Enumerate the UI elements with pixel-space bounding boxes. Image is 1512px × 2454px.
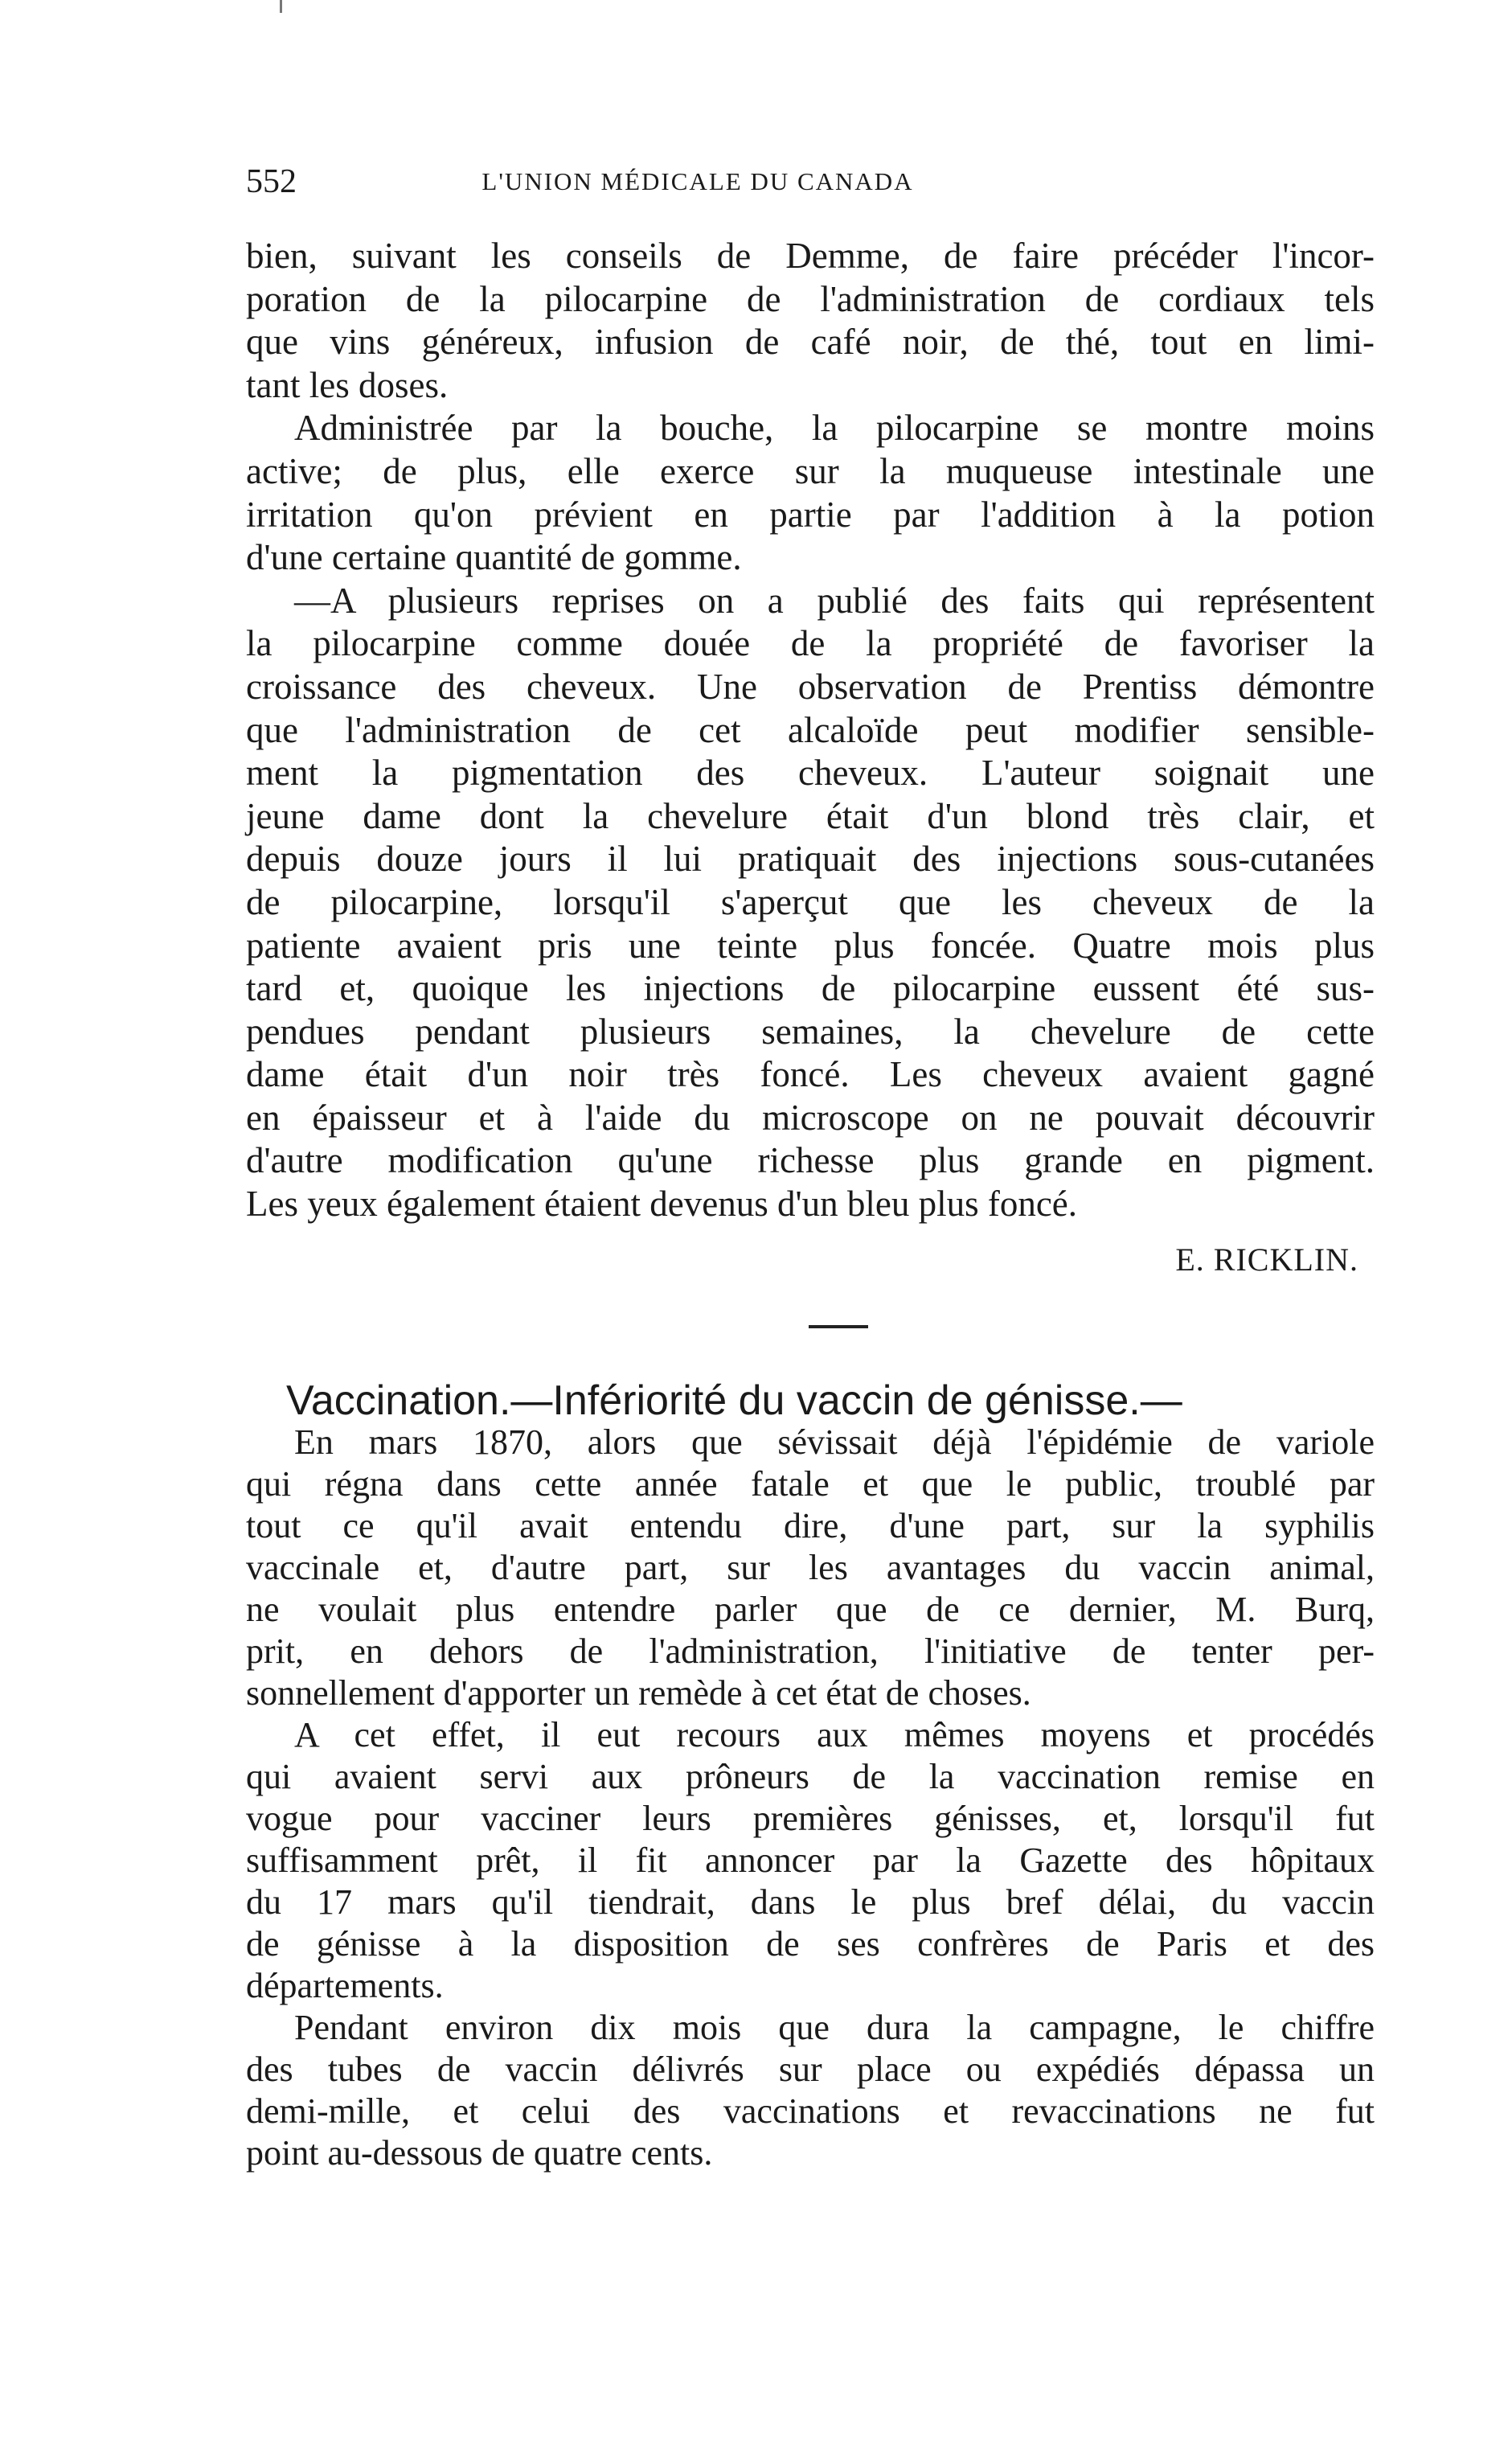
text-line: tant les doses. [246,364,449,405]
text-line: active; de plus, elle exerce sur la muqueuse intestinale une [246,450,1375,491]
article-pilocarpine [246,235,1375,1226]
text-line: que vins généreux, infusion de café noir, de thé, tout en limi- [246,322,1375,363]
text-line: tard et, quoique les injections de pilocarpine eussent été sus- [246,968,1375,1009]
text-line: du 17 mars qu'il tiendrait, dans le plus bref délai, du vaccin [246,1882,1375,1922]
text-line: pendues pendant plusieurs semaines, la chevelure de cette [246,1011,1375,1052]
text-line: —A plusieurs reprises on a publié des faits qui représentent [294,580,1375,621]
text-line: En mars 1870, alors que sévissait déjà l'épidémie de variole [294,1422,1375,1462]
text-line: irritation qu'on prévient en partie par l'addition à la potion [246,494,1375,535]
section-divider [809,1325,868,1328]
text-line: d'une certaine quantité de gomme. [246,537,742,578]
page-header [246,158,1149,206]
article-vaccination [246,1422,1375,2174]
page-number: 552 [246,163,297,200]
section-heading: Vaccination.—Infériorité du vaccin de génisse.— [286,1377,1182,1424]
text-line: ment la pigmentation des cheveux. L'auteur soignait une [246,753,1375,794]
text-line: croissance des cheveux. Une observation de Prentiss démontre [246,666,1375,707]
text-line: tout ce qu'il avait entendu dire, d'une part, sur la syphilis [246,1506,1375,1545]
text-line: poration de la pilocarpine de l'administration de cordiaux tels [246,278,1375,319]
text-line: jeune dame dont la chevelure était d'un blond très clair, et [246,795,1375,836]
text-line: de pilocarpine, lorsqu'il s'aperçut que les cheveux de la [246,881,1375,922]
text-line: de génisse à la disposition de ses confrères de Paris et des [246,1924,1375,1964]
text-line: sonnellement d'apporter un remède à cet état de choses. [246,1673,1031,1713]
text-line: ne voulait plus entendre parler que de ce dernier, M. Burq, [246,1590,1375,1629]
text-line: départements. [246,1966,444,2005]
running-title: L'UNION MÉDICALE DU CANADA [481,167,914,195]
text-line: dame était d'un noir très foncé. Les cheveux avaient gagné [246,1054,1375,1095]
text-line: vogue pour vacciner leurs premières génisses, et, lorsqu'il fut [246,1799,1375,1838]
text-line: Pendant environ dix mois que dura la campagne, le chiffre [294,2008,1375,2047]
text-line: demi-mille, et celui des vaccinations et revaccinations ne fut [246,2091,1375,2131]
text-line: patiente avaient pris une teinte plus foncée. Quatre mois plus [246,925,1375,966]
text-line: point au-dessous de quatre cents. [246,2133,713,2173]
text-line: des tubes de vaccin délivrés sur place ou expédiés dépassa un [246,2050,1375,2089]
author-signature: E. RICKLIN. [1175,1241,1358,1278]
text-line: A cet effet, il eut recours aux mêmes moyens et procédés [294,1715,1375,1754]
text-line: d'autre modification qu'une richesse plus grande en pigment. [246,1140,1375,1181]
text-line: qui régna dans cette année fatale et que le public, troublé par [246,1464,1375,1504]
text-line: vaccinale et, d'autre part, sur les avantages du vaccin animal, [246,1548,1375,1587]
text-line: bien, suivant les conseils de Demme, de faire précéder l'incor- [246,236,1375,276]
text-line: depuis douze jours il lui pratiquait des injections sous-cutanées [246,839,1375,880]
text-line: que l'administration de cet alcaloïde peut modifier sensible- [246,709,1375,750]
text-line: Les yeux également étaient devenus d'un bleu plus foncé. [246,1184,1078,1225]
text-line: prit, en dehors de l'administration, l'initiative de tenter per- [246,1631,1375,1671]
scan-mark [280,0,282,13]
text-line: suffisamment prêt, il fit annoncer par la Gazette des hôpitaux [246,1840,1375,1880]
text-line: qui avaient servi aux prôneurs de la vaccination remise en [246,1757,1375,1796]
text-line: en épaisseur et à l'aide du microscope on ne pouvait découvrir [246,1097,1375,1138]
text-line: Administrée par la bouche, la pilocarpine se montre moins [294,408,1375,449]
text-line: la pilocarpine comme douée de la propriété de favoriser la [246,623,1375,664]
